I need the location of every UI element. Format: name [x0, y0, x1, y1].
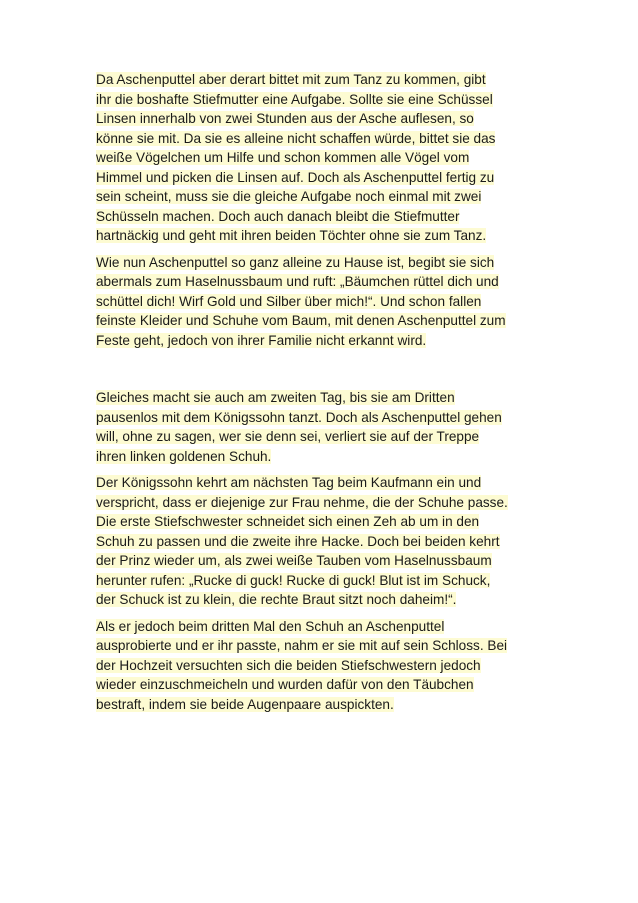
- text-line: Die erste Stiefschwester schneidet sich einen Zeh ab um in den: [96, 514, 480, 529]
- text-line: abermals zum Haselnussbaum und ruft: „Bäumchen rüttel dich und: [96, 274, 499, 289]
- text-line: Himmel und picken die Linsen auf. Doch als Aschenputtel fertig zu: [96, 169, 495, 185]
- text-line: der Schuck ist zu klein, die rechte Braut sitzt noch daheim!“.: [96, 592, 457, 607]
- text-line: Feste geht, jedoch von ihrer Familie nicht erkannt wird.: [96, 332, 427, 348]
- text-line: will, ohne zu sagen, wer sie denn sei, verliert sie auf der Treppe: [96, 429, 480, 444]
- text-line: Da Aschenputtel aber derart bittet mit zum Tanz zu kommen, gibt: [96, 72, 486, 87]
- text-line: wieder einzuschmeicheln und wurden dafür von den Täubchen: [96, 677, 474, 692]
- text-line: Linsen innerhalb von zwei Stunden aus der Asche auflesen, so: [96, 111, 474, 126]
- text-line: der Hochzeit versuchten sich die beiden Stiefschwestern jedoch: [96, 657, 481, 673]
- text-line: Schüsseln machen. Doch auch danach bleibt die Stiefmutter: [96, 208, 460, 224]
- text-line: hartnäckig und geht mit ihren beiden Töchter ohne sie zum Tanz.: [96, 228, 487, 243]
- text-line: ihr die boshafte Stiefmutter eine Aufgabe. Sollte sie eine Schüssel: [96, 91, 493, 107]
- text-line: weiße Vögelchen um Hilfe und schon kommen alle Vögel vom: [96, 150, 470, 165]
- text-line: ihren linken goldenen Schuh.: [96, 448, 272, 464]
- text-line: pausenlos mit dem Königssohn tanzt. Doch als Aschenputtel gehen: [96, 409, 502, 425]
- text-line: Schuh zu passen und die zweite ihre Hacke. Doch bei beiden kehrt: [96, 533, 500, 549]
- document-body: [96, 70, 548, 714]
- text-line: sein scheint, muss sie die gleiche Aufgabe noch einmal mit zwei: [96, 189, 482, 204]
- text-line: Wie nun Aschenputtel so ganz alleine zu Hause ist, begibt sie sich: [96, 254, 495, 270]
- text-line: der Prinz wieder um, als zwei weiße Tauben vom Haselnussbaum: [96, 553, 492, 568]
- text-line: Als er jedoch beim dritten Mal den Schuh an Aschenputtel: [96, 618, 445, 634]
- paragraph-3: [96, 388, 548, 466]
- paragraph-2: [96, 253, 548, 351]
- paragraph-1: [96, 70, 548, 246]
- text-line: verspricht, dass er diejenige zur Frau nehme, die der Schuhe passe.: [96, 494, 508, 510]
- paragraph-5: [96, 617, 548, 715]
- text-line: schüttel dich! Wirf Gold und Silber über mich!“. Und schon fallen: [96, 293, 482, 309]
- text-line: ausprobierte und er ihr passte, nahm er sie mit auf sein Schloss. Bei: [96, 638, 508, 653]
- text-line: feinste Kleider und Schuhe vom Baum, mit denen Aschenputtel zum: [96, 313, 506, 328]
- text-line: Der Königssohn kehrt am nächsten Tag beim Kaufmann ein und: [96, 475, 482, 490]
- paragraph-4: [96, 473, 548, 610]
- text-line: bestraft, indem sie beide Augenpaare auspickten.: [96, 696, 394, 712]
- text-line: herunter rufen: „Rucke di guck! Rucke di guck! Blut ist im Schuck,: [96, 572, 491, 588]
- text-line: Gleiches macht sie auch am zweiten Tag, bis sie am Dritten: [96, 390, 455, 405]
- text-line: könne sie mit. Da sie es alleine nicht schaffen würde, bittet sie das: [96, 130, 496, 146]
